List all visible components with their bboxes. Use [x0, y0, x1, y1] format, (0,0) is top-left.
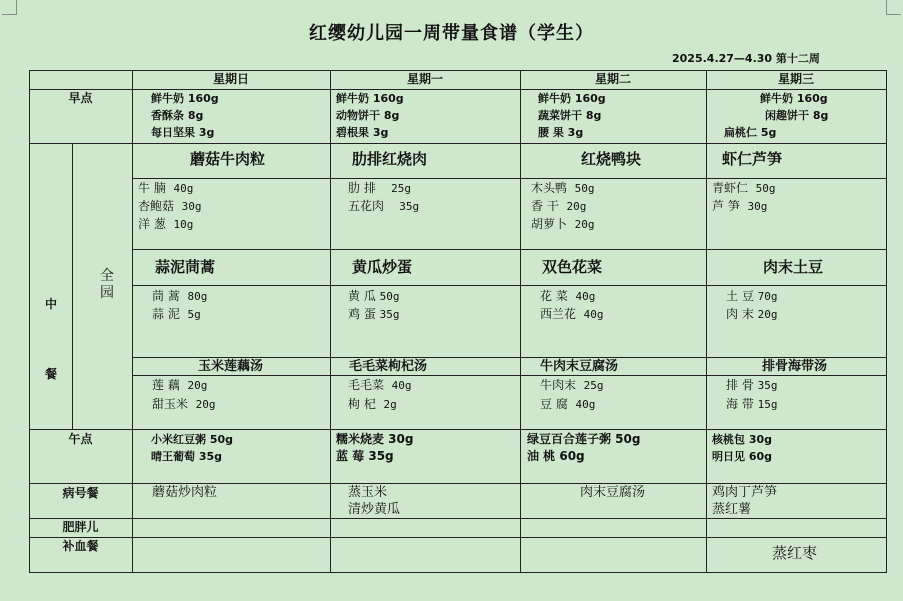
dish2-mon-item: 鸡 蛋 35g: [348, 307, 400, 321]
snack-tue-2: 油 桃 60g: [527, 449, 585, 463]
soup-wed-name: 排骨海带汤: [762, 359, 828, 374]
page-title: 红缨幼儿园一周带量食谱（学生）: [309, 23, 594, 44]
soup-sun-item: 甜玉米 20g: [152, 397, 216, 411]
soup-tue-name: 牛肉末豆腐汤: [540, 359, 619, 374]
dish1-sun-item: 洋 葱 10g: [138, 217, 194, 231]
row-label-obese: 肥胖儿: [62, 520, 99, 534]
dish1-tue-item: 香 干 20g: [531, 199, 587, 213]
sick-meal-tue: 肉末豆腐汤: [580, 485, 646, 500]
page-corner-mark: [2, 0, 17, 15]
row-label-lunch-2: 餐: [44, 367, 57, 381]
snack-tue-1: 绿豆百合莲子粥 50g: [527, 432, 641, 446]
dish1-sun-item: 杏鲍菇 30g: [138, 199, 202, 213]
row-label-lunch-sub: 全园: [100, 268, 114, 301]
dish2-wed-item: 土 豆 70g: [726, 289, 778, 303]
row-label-sick-meal: 病号餐: [62, 486, 99, 500]
page-corner-mark: [886, 0, 901, 15]
row-label-breakfast: 早点: [68, 91, 93, 105]
dish1-wed-item: 青虾仁 50g: [712, 181, 776, 195]
dish2-wed-item: 肉 末 20g: [726, 307, 778, 321]
dish2-sun-item: 茼 蒿 80g: [152, 289, 208, 303]
dish2-tue-name: 双色花菜: [542, 258, 603, 276]
breakfast-tue-3: 腰 果 3g: [538, 126, 584, 139]
row-label-snack: 午点: [68, 432, 93, 446]
breakfast-tue-1: 鲜牛奶 160g: [538, 92, 606, 105]
soup-wed-item: 排 骨 35g: [726, 378, 778, 392]
sick-meal-sun: 蘑菇炒肉粒: [152, 485, 218, 500]
sick-meal-wed-2: 蒸红薯: [712, 502, 752, 517]
row-label-anemia: 补血餐: [62, 539, 99, 553]
sick-meal-wed-1: 鸡肉丁芦笋: [712, 485, 778, 500]
dish2-tue-item: 花 菜 40g: [540, 289, 596, 303]
dish2-wed-name: 肉末土豆: [763, 258, 824, 276]
dish2-tue-item: 西兰花 40g: [540, 307, 604, 321]
breakfast-mon-3: 碧根果 3g: [336, 126, 389, 139]
soup-mon-item: 毛毛菜 40g: [348, 378, 412, 392]
header-monday: 星期一: [406, 72, 443, 86]
breakfast-mon-1: 鲜牛奶 160g: [336, 92, 404, 105]
soup-tue-item: 豆 腐 40g: [540, 397, 596, 411]
header-wednesday: 星期三: [777, 72, 814, 86]
snack-mon-1: 糯米烧麦 30g: [336, 432, 414, 446]
dish1-sun-name: 蘑菇牛肉粒: [190, 150, 266, 168]
snack-sun-1: 小米红豆粥 50g: [151, 433, 234, 446]
dish2-mon-name: 黄瓜炒蛋: [352, 258, 413, 276]
dish1-tue-item: 胡萝卜 20g: [531, 217, 595, 231]
header-sunday: 星期日: [212, 72, 249, 86]
dish1-wed-name: 虾仁芦笋: [722, 150, 783, 168]
snack-wed-1: 核桃包 30g: [712, 433, 773, 446]
breakfast-sun-2: 香酥条 8g: [151, 109, 204, 122]
breakfast-wed-2: 闲趣饼干 8g: [765, 109, 829, 122]
dish1-mon-name: 肋排红烧肉: [352, 150, 428, 168]
breakfast-mon-2: 动物饼干 8g: [336, 109, 400, 122]
dish1-wed-item: 芦 笋 30g: [712, 199, 768, 213]
snack-mon-2: 蓝 莓 35g: [336, 449, 394, 463]
dish2-sun-item: 蒜 泥 5g: [152, 307, 201, 321]
dish2-mon-item: 黄 瓜 50g: [348, 289, 400, 303]
dish1-tue-name: 红烧鸭块: [581, 150, 642, 168]
anemia-meal-wed: 蒸红枣: [772, 544, 818, 562]
snack-sun-2: 晴王葡萄 35g: [151, 450, 223, 463]
week-date-range: 2025.4.27—4.30 第十二周: [672, 52, 820, 65]
soup-tue-item: 牛肉末 25g: [540, 378, 604, 392]
sick-meal-mon-2: 清炒黄瓜: [348, 502, 401, 517]
dish1-tue-item: 木头鸭 50g: [531, 181, 595, 195]
breakfast-wed-1: 鲜牛奶 160g: [760, 92, 828, 105]
soup-sun-name: 玉米莲藕汤: [198, 359, 264, 374]
dish1-mon-item: 肋 排 25g: [348, 181, 411, 195]
breakfast-tue-2: 蔬菜饼干 8g: [538, 109, 602, 122]
breakfast-sun-3: 每日坚果 3g: [151, 126, 215, 139]
soup-mon-name: 毛毛菜枸杞汤: [349, 359, 428, 374]
row-label-lunch-1: 中: [44, 297, 57, 311]
soup-sun-item: 莲 藕 20g: [152, 378, 208, 392]
sick-meal-mon-1: 蒸玉米: [348, 485, 388, 500]
breakfast-wed-3: 扁桃仁 5g: [724, 126, 777, 139]
soup-mon-item: 枸 杞 2g: [348, 397, 397, 411]
soup-wed-item: 海 带 15g: [726, 397, 778, 411]
breakfast-sun-1: 鲜牛奶 160g: [151, 92, 219, 105]
dish1-sun-item: 牛 腩 40g: [138, 181, 194, 195]
dish2-sun-name: 蒜泥茼蒿: [155, 258, 216, 276]
snack-wed-2: 明日见 60g: [712, 450, 773, 463]
header-tuesday: 星期二: [594, 72, 631, 86]
dish1-mon-item: 五花肉 35g: [348, 199, 420, 213]
